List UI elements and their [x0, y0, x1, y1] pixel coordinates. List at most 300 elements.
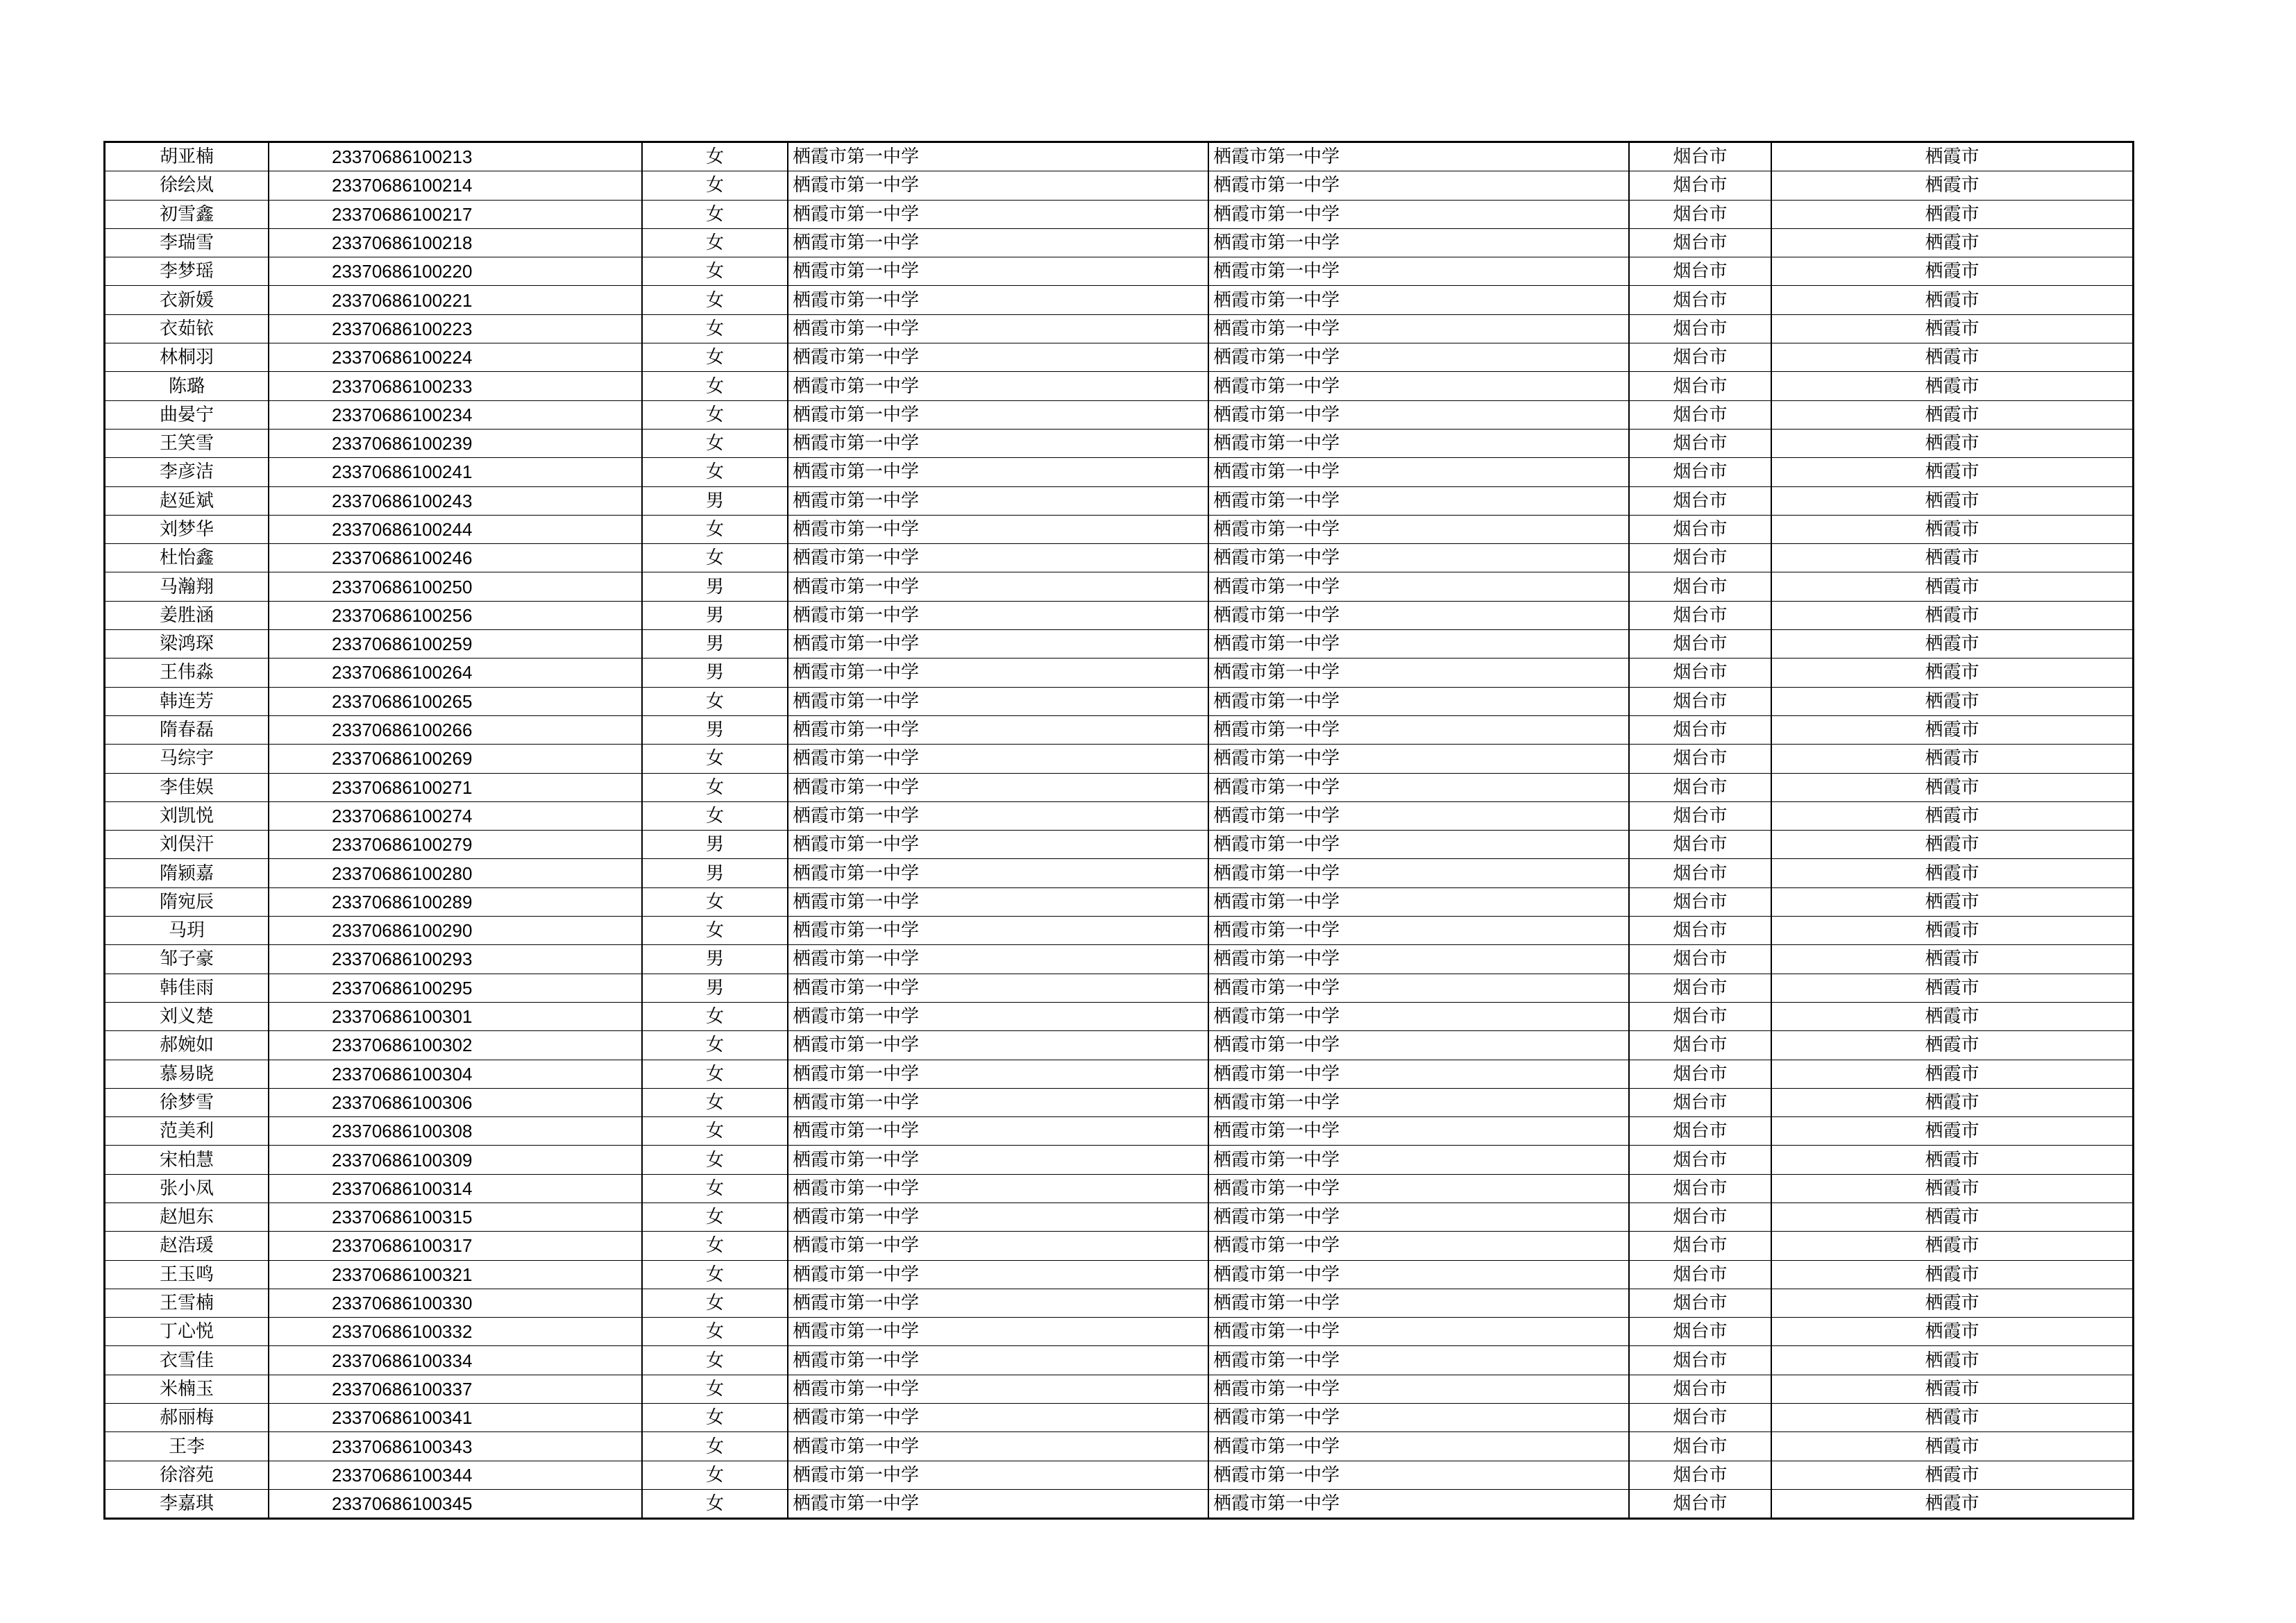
city-cell: 烟台市: [1629, 1375, 1771, 1403]
student-name-cell: 王笑雪: [105, 429, 269, 457]
school-cell: 栖霞市第一中学: [788, 372, 1208, 400]
exam-number-cell: 23370686100266: [269, 715, 642, 744]
county-cell: 栖霞市: [1771, 171, 2134, 200]
exam-school-cell: 栖霞市第一中学: [1208, 1174, 1629, 1203]
school-cell: 栖霞市第一中学: [788, 486, 1208, 515]
gender-cell: 女: [642, 458, 788, 486]
school-cell: 栖霞市第一中学: [788, 1203, 1208, 1231]
school-cell: 栖霞市第一中学: [788, 1260, 1208, 1289]
city-cell: 烟台市: [1629, 1232, 1771, 1260]
gender-cell: 女: [642, 687, 788, 715]
gender-cell: 女: [642, 515, 788, 543]
county-cell: 栖霞市: [1771, 859, 2134, 887]
table-row: [105, 658, 2134, 687]
gender-cell: 女: [642, 200, 788, 228]
school-cell: 栖霞市第一中学: [788, 1088, 1208, 1116]
school-cell: 栖霞市第一中学: [788, 974, 1208, 1002]
city-cell: 烟台市: [1629, 630, 1771, 658]
city-cell: 烟台市: [1629, 917, 1771, 945]
county-cell: 栖霞市: [1771, 1088, 2134, 1116]
gender-cell: 女: [642, 257, 788, 286]
city-cell: 烟台市: [1629, 314, 1771, 343]
school-cell: 栖霞市第一中学: [788, 286, 1208, 314]
county-cell: 栖霞市: [1771, 400, 2134, 429]
school-cell: 栖霞市第一中学: [788, 572, 1208, 601]
student-name-cell: 郝婉如: [105, 1031, 269, 1060]
student-name-cell: 赵延斌: [105, 486, 269, 515]
table-row: [105, 1404, 2134, 1432]
exam-number-cell: 23370686100308: [269, 1117, 642, 1146]
table-row: [105, 1060, 2134, 1088]
exam-number-cell: 23370686100241: [269, 458, 642, 486]
county-cell: 栖霞市: [1771, 917, 2134, 945]
exam-number-cell: 23370686100265: [269, 687, 642, 715]
exam-school-cell: 栖霞市第一中学: [1208, 801, 1629, 830]
gender-cell: 女: [642, 1489, 788, 1518]
city-cell: 烟台市: [1629, 773, 1771, 801]
city-cell: 烟台市: [1629, 715, 1771, 744]
table-row: [105, 1289, 2134, 1317]
county-cell: 栖霞市: [1771, 630, 2134, 658]
student-name-cell: 徐绘岚: [105, 171, 269, 200]
city-cell: 烟台市: [1629, 200, 1771, 228]
gender-cell: 女: [642, 1117, 788, 1146]
table-row: [105, 400, 2134, 429]
exam-number-cell: 23370686100293: [269, 945, 642, 974]
exam-number-cell: 23370686100343: [269, 1432, 642, 1461]
city-cell: 烟台市: [1629, 859, 1771, 887]
school-cell: 栖霞市第一中学: [788, 1375, 1208, 1403]
school-cell: 栖霞市第一中学: [788, 1117, 1208, 1146]
table-row: [105, 1203, 2134, 1231]
gender-cell: 男: [642, 630, 788, 658]
county-cell: 栖霞市: [1771, 429, 2134, 457]
student-name-cell: 曲晏宁: [105, 400, 269, 429]
student-name-cell: 韩佳雨: [105, 974, 269, 1002]
county-cell: 栖霞市: [1771, 831, 2134, 859]
county-cell: 栖霞市: [1771, 887, 2134, 916]
student-name-cell: 徐溶苑: [105, 1461, 269, 1489]
school-cell: 栖霞市第一中学: [788, 142, 1208, 171]
student-name-cell: 丁心悦: [105, 1318, 269, 1346]
table-row: [105, 1346, 2134, 1375]
city-cell: 烟台市: [1629, 945, 1771, 974]
exam-number-cell: 23370686100345: [269, 1489, 642, 1518]
school-cell: 栖霞市第一中学: [788, 1146, 1208, 1174]
county-cell: 栖霞市: [1771, 1174, 2134, 1203]
school-cell: 栖霞市第一中学: [788, 1461, 1208, 1489]
gender-cell: 男: [642, 572, 788, 601]
county-cell: 栖霞市: [1771, 1060, 2134, 1088]
city-cell: 烟台市: [1629, 1289, 1771, 1317]
student-name-cell: 衣雪佳: [105, 1346, 269, 1375]
county-cell: 栖霞市: [1771, 257, 2134, 286]
city-cell: 烟台市: [1629, 1031, 1771, 1060]
city-cell: 烟台市: [1629, 372, 1771, 400]
exam-school-cell: 栖霞市第一中学: [1208, 745, 1629, 773]
school-cell: 栖霞市第一中学: [788, 314, 1208, 343]
exam-school-cell: 栖霞市第一中学: [1208, 1060, 1629, 1088]
county-cell: 栖霞市: [1771, 1375, 2134, 1403]
city-cell: 烟台市: [1629, 745, 1771, 773]
city-cell: 烟台市: [1629, 1088, 1771, 1116]
table-row: [105, 572, 2134, 601]
table-row: [105, 228, 2134, 257]
county-cell: 栖霞市: [1771, 974, 2134, 1002]
exam-school-cell: 栖霞市第一中学: [1208, 1375, 1629, 1403]
student-name-cell: 衣茹铱: [105, 314, 269, 343]
exam-school-cell: 栖霞市第一中学: [1208, 142, 1629, 171]
exam-number-cell: 23370686100224: [269, 343, 642, 372]
city-cell: 烟台市: [1629, 687, 1771, 715]
city-cell: 烟台市: [1629, 831, 1771, 859]
exam-school-cell: 栖霞市第一中学: [1208, 372, 1629, 400]
exam-school-cell: 栖霞市第一中学: [1208, 1260, 1629, 1289]
table-row: [105, 515, 2134, 543]
city-cell: 烟台市: [1629, 974, 1771, 1002]
exam-number-cell: 23370686100264: [269, 658, 642, 687]
table-row: [105, 601, 2134, 629]
exam-school-cell: 栖霞市第一中学: [1208, 1346, 1629, 1375]
county-cell: 栖霞市: [1771, 1146, 2134, 1174]
table-row: [105, 917, 2134, 945]
student-name-cell: 陈璐: [105, 372, 269, 400]
exam-school-cell: 栖霞市第一中学: [1208, 257, 1629, 286]
exam-number-cell: 23370686100341: [269, 1404, 642, 1432]
exam-number-cell: 23370686100314: [269, 1174, 642, 1203]
exam-school-cell: 栖霞市第一中学: [1208, 400, 1629, 429]
student-name-cell: 李彦洁: [105, 458, 269, 486]
exam-school-cell: 栖霞市第一中学: [1208, 974, 1629, 1002]
student-name-cell: 马综宇: [105, 745, 269, 773]
student-name-cell: 衣新媛: [105, 286, 269, 314]
student-name-cell: 李瑞雪: [105, 228, 269, 257]
school-cell: 栖霞市第一中学: [788, 1031, 1208, 1060]
student-name-cell: 王雪楠: [105, 1289, 269, 1317]
county-cell: 栖霞市: [1771, 658, 2134, 687]
gender-cell: 男: [642, 831, 788, 859]
county-cell: 栖霞市: [1771, 572, 2134, 601]
student-name-cell: 姜胜涵: [105, 601, 269, 629]
exam-school-cell: 栖霞市第一中学: [1208, 687, 1629, 715]
county-cell: 栖霞市: [1771, 486, 2134, 515]
city-cell: 烟台市: [1629, 257, 1771, 286]
exam-school-cell: 栖霞市第一中学: [1208, 831, 1629, 859]
exam-number-cell: 23370686100315: [269, 1203, 642, 1231]
exam-school-cell: 栖霞市第一中学: [1208, 171, 1629, 200]
exam-school-cell: 栖霞市第一中学: [1208, 343, 1629, 372]
table-row: [105, 544, 2134, 572]
school-cell: 栖霞市第一中学: [788, 745, 1208, 773]
county-cell: 栖霞市: [1771, 200, 2134, 228]
exam-school-cell: 栖霞市第一中学: [1208, 1117, 1629, 1146]
county-cell: 栖霞市: [1771, 515, 2134, 543]
gender-cell: 男: [642, 945, 788, 974]
exam-number-cell: 23370686100271: [269, 773, 642, 801]
county-cell: 栖霞市: [1771, 1260, 2134, 1289]
student-name-cell: 范美利: [105, 1117, 269, 1146]
exam-number-cell: 23370686100246: [269, 544, 642, 572]
county-cell: 栖霞市: [1771, 601, 2134, 629]
city-cell: 烟台市: [1629, 887, 1771, 916]
gender-cell: 女: [642, 228, 788, 257]
school-cell: 栖霞市第一中学: [788, 715, 1208, 744]
exam-number-cell: 23370686100243: [269, 486, 642, 515]
gender-cell: 女: [642, 773, 788, 801]
county-cell: 栖霞市: [1771, 1404, 2134, 1432]
school-cell: 栖霞市第一中学: [788, 515, 1208, 543]
exam-number-cell: 23370686100306: [269, 1088, 642, 1116]
exam-number-cell: 23370686100321: [269, 1260, 642, 1289]
student-name-cell: 赵浩瑗: [105, 1232, 269, 1260]
exam-school-cell: 栖霞市第一中学: [1208, 286, 1629, 314]
gender-cell: 女: [642, 1031, 788, 1060]
county-cell: 栖霞市: [1771, 1432, 2134, 1461]
exam-school-cell: 栖霞市第一中学: [1208, 314, 1629, 343]
table-row: [105, 1174, 2134, 1203]
table-row: [105, 687, 2134, 715]
student-name-cell: 徐梦雪: [105, 1088, 269, 1116]
school-cell: 栖霞市第一中学: [788, 658, 1208, 687]
table-row: [105, 343, 2134, 372]
exam-number-cell: 23370686100295: [269, 974, 642, 1002]
table-row: [105, 1117, 2134, 1146]
exam-school-cell: 栖霞市第一中学: [1208, 1404, 1629, 1432]
gender-cell: 女: [642, 1088, 788, 1116]
table-row: [105, 773, 2134, 801]
county-cell: 栖霞市: [1771, 1002, 2134, 1030]
gender-cell: 男: [642, 974, 788, 1002]
exam-number-cell: 23370686100234: [269, 400, 642, 429]
school-cell: 栖霞市第一中学: [788, 1432, 1208, 1461]
school-cell: 栖霞市第一中学: [788, 200, 1208, 228]
exam-number-cell: 23370686100317: [269, 1232, 642, 1260]
school-cell: 栖霞市第一中学: [788, 257, 1208, 286]
table-row: [105, 1088, 2134, 1116]
school-cell: 栖霞市第一中学: [788, 1346, 1208, 1375]
student-name-cell: 林桐羽: [105, 343, 269, 372]
exam-number-cell: 23370686100256: [269, 601, 642, 629]
city-cell: 烟台市: [1629, 1060, 1771, 1088]
gender-cell: 女: [642, 917, 788, 945]
exam-school-cell: 栖霞市第一中学: [1208, 1203, 1629, 1231]
exam-school-cell: 栖霞市第一中学: [1208, 200, 1629, 228]
county-cell: 栖霞市: [1771, 228, 2134, 257]
exam-school-cell: 栖霞市第一中学: [1208, 715, 1629, 744]
table-row: [105, 1461, 2134, 1489]
exam-school-cell: 栖霞市第一中学: [1208, 486, 1629, 515]
school-cell: 栖霞市第一中学: [788, 1060, 1208, 1088]
school-cell: 栖霞市第一中学: [788, 1318, 1208, 1346]
gender-cell: 女: [642, 400, 788, 429]
school-cell: 栖霞市第一中学: [788, 859, 1208, 887]
exam-number-cell: 23370686100309: [269, 1146, 642, 1174]
table-row: [105, 142, 2134, 171]
table-row: [105, 1031, 2134, 1060]
student-name-cell: 马瀚翔: [105, 572, 269, 601]
student-name-cell: 初雪鑫: [105, 200, 269, 228]
student-name-cell: 刘凯悦: [105, 801, 269, 830]
student-name-cell: 赵旭东: [105, 1203, 269, 1231]
gender-cell: 女: [642, 1346, 788, 1375]
exam-number-cell: 23370686100244: [269, 515, 642, 543]
city-cell: 烟台市: [1629, 171, 1771, 200]
city-cell: 烟台市: [1629, 1174, 1771, 1203]
student-name-cell: 隋春磊: [105, 715, 269, 744]
student-name-cell: 王玉鸣: [105, 1260, 269, 1289]
school-cell: 栖霞市第一中学: [788, 687, 1208, 715]
city-cell: 烟台市: [1629, 1346, 1771, 1375]
table-row: [105, 1432, 2134, 1461]
county-cell: 栖霞市: [1771, 372, 2134, 400]
exam-school-cell: 栖霞市第一中学: [1208, 658, 1629, 687]
city-cell: 烟台市: [1629, 486, 1771, 515]
gender-cell: 男: [642, 601, 788, 629]
gender-cell: 女: [642, 372, 788, 400]
city-cell: 烟台市: [1629, 1146, 1771, 1174]
exam-number-cell: 23370686100269: [269, 745, 642, 773]
county-cell: 栖霞市: [1771, 1461, 2134, 1489]
table-row: [105, 486, 2134, 515]
county-cell: 栖霞市: [1771, 773, 2134, 801]
city-cell: 烟台市: [1629, 1404, 1771, 1432]
exam-school-cell: 栖霞市第一中学: [1208, 1146, 1629, 1174]
exam-number-cell: 23370686100213: [269, 142, 642, 171]
exam-number-cell: 23370686100304: [269, 1060, 642, 1088]
county-cell: 栖霞市: [1771, 1117, 2134, 1146]
student-name-cell: 李嘉琪: [105, 1489, 269, 1518]
exam-school-cell: 栖霞市第一中学: [1208, 1088, 1629, 1116]
exam-school-cell: 栖霞市第一中学: [1208, 1461, 1629, 1489]
city-cell: 烟台市: [1629, 658, 1771, 687]
city-cell: 烟台市: [1629, 801, 1771, 830]
exam-number-cell: 23370686100334: [269, 1346, 642, 1375]
exam-number-cell: 23370686100259: [269, 630, 642, 658]
gender-cell: 女: [642, 1232, 788, 1260]
city-cell: 烟台市: [1629, 572, 1771, 601]
gender-cell: 女: [642, 286, 788, 314]
student-name-cell: 郝丽梅: [105, 1404, 269, 1432]
gender-cell: 女: [642, 1461, 788, 1489]
county-cell: 栖霞市: [1771, 1203, 2134, 1231]
exam-school-cell: 栖霞市第一中学: [1208, 1289, 1629, 1317]
table-row: [105, 1318, 2134, 1346]
school-cell: 栖霞市第一中学: [788, 630, 1208, 658]
table-row: [105, 745, 2134, 773]
table-row: [105, 458, 2134, 486]
gender-cell: 女: [642, 429, 788, 457]
city-cell: 烟台市: [1629, 142, 1771, 171]
school-cell: 栖霞市第一中学: [788, 429, 1208, 457]
school-cell: 栖霞市第一中学: [788, 887, 1208, 916]
exam-number-cell: 23370686100332: [269, 1318, 642, 1346]
county-cell: 栖霞市: [1771, 1318, 2134, 1346]
exam-number-cell: 23370686100344: [269, 1461, 642, 1489]
exam-number-cell: 23370686100214: [269, 171, 642, 200]
gender-cell: 女: [642, 544, 788, 572]
county-cell: 栖霞市: [1771, 715, 2134, 744]
exam-number-cell: 23370686100218: [269, 228, 642, 257]
table-row: [105, 1260, 2134, 1289]
school-cell: 栖霞市第一中学: [788, 458, 1208, 486]
exam-number-cell: 23370686100217: [269, 200, 642, 228]
county-cell: 栖霞市: [1771, 1489, 2134, 1518]
exam-number-cell: 23370686100223: [269, 314, 642, 343]
table-row: [105, 887, 2134, 916]
county-cell: 栖霞市: [1771, 544, 2134, 572]
gender-cell: 男: [642, 658, 788, 687]
gender-cell: 女: [642, 1289, 788, 1317]
exam-school-cell: 栖霞市第一中学: [1208, 1031, 1629, 1060]
school-cell: 栖霞市第一中学: [788, 945, 1208, 974]
city-cell: 烟台市: [1629, 1489, 1771, 1518]
gender-cell: 女: [642, 1318, 788, 1346]
county-cell: 栖霞市: [1771, 343, 2134, 372]
county-cell: 栖霞市: [1771, 801, 2134, 830]
gender-cell: 女: [642, 1060, 788, 1088]
exam-number-cell: 23370686100221: [269, 286, 642, 314]
city-cell: 烟台市: [1629, 400, 1771, 429]
exam-school-cell: 栖霞市第一中学: [1208, 544, 1629, 572]
student-name-cell: 隋宛辰: [105, 887, 269, 916]
table-row: [105, 372, 2134, 400]
county-cell: 栖霞市: [1771, 687, 2134, 715]
exam-school-cell: 栖霞市第一中学: [1208, 228, 1629, 257]
exam-number-cell: 23370686100250: [269, 572, 642, 601]
gender-cell: 女: [642, 1375, 788, 1403]
gender-cell: 女: [642, 1174, 788, 1203]
county-cell: 栖霞市: [1771, 286, 2134, 314]
school-cell: 栖霞市第一中学: [788, 544, 1208, 572]
city-cell: 烟台市: [1629, 458, 1771, 486]
exam-number-cell: 23370686100290: [269, 917, 642, 945]
gender-cell: 女: [642, 343, 788, 372]
exam-number-cell: 23370686100274: [269, 801, 642, 830]
school-cell: 栖霞市第一中学: [788, 171, 1208, 200]
gender-cell: 女: [642, 1404, 788, 1432]
table-row: [105, 1375, 2134, 1403]
table-row: [105, 1489, 2134, 1518]
school-cell: 栖霞市第一中学: [788, 831, 1208, 859]
school-cell: 栖霞市第一中学: [788, 1404, 1208, 1432]
city-cell: 烟台市: [1629, 515, 1771, 543]
gender-cell: 男: [642, 715, 788, 744]
city-cell: 烟台市: [1629, 286, 1771, 314]
student-name-cell: 梁鸿琛: [105, 630, 269, 658]
table-row: [105, 859, 2134, 887]
gender-cell: 女: [642, 142, 788, 171]
school-cell: 栖霞市第一中学: [788, 343, 1208, 372]
city-cell: 烟台市: [1629, 1002, 1771, 1030]
gender-cell: 女: [642, 801, 788, 830]
county-cell: 栖霞市: [1771, 1289, 2134, 1317]
school-cell: 栖霞市第一中学: [788, 601, 1208, 629]
table-row: [105, 831, 2134, 859]
student-name-cell: 隋颍嘉: [105, 859, 269, 887]
gender-cell: 女: [642, 1146, 788, 1174]
county-cell: 栖霞市: [1771, 1232, 2134, 1260]
exam-school-cell: 栖霞市第一中学: [1208, 945, 1629, 974]
table-row: [105, 715, 2134, 744]
exam-number-cell: 23370686100302: [269, 1031, 642, 1060]
city-cell: 烟台市: [1629, 1432, 1771, 1461]
exam-number-cell: 23370686100280: [269, 859, 642, 887]
exam-school-cell: 栖霞市第一中学: [1208, 601, 1629, 629]
school-cell: 栖霞市第一中学: [788, 1232, 1208, 1260]
exam-school-cell: 栖霞市第一中学: [1208, 1002, 1629, 1030]
city-cell: 烟台市: [1629, 429, 1771, 457]
exam-school-cell: 栖霞市第一中学: [1208, 1318, 1629, 1346]
